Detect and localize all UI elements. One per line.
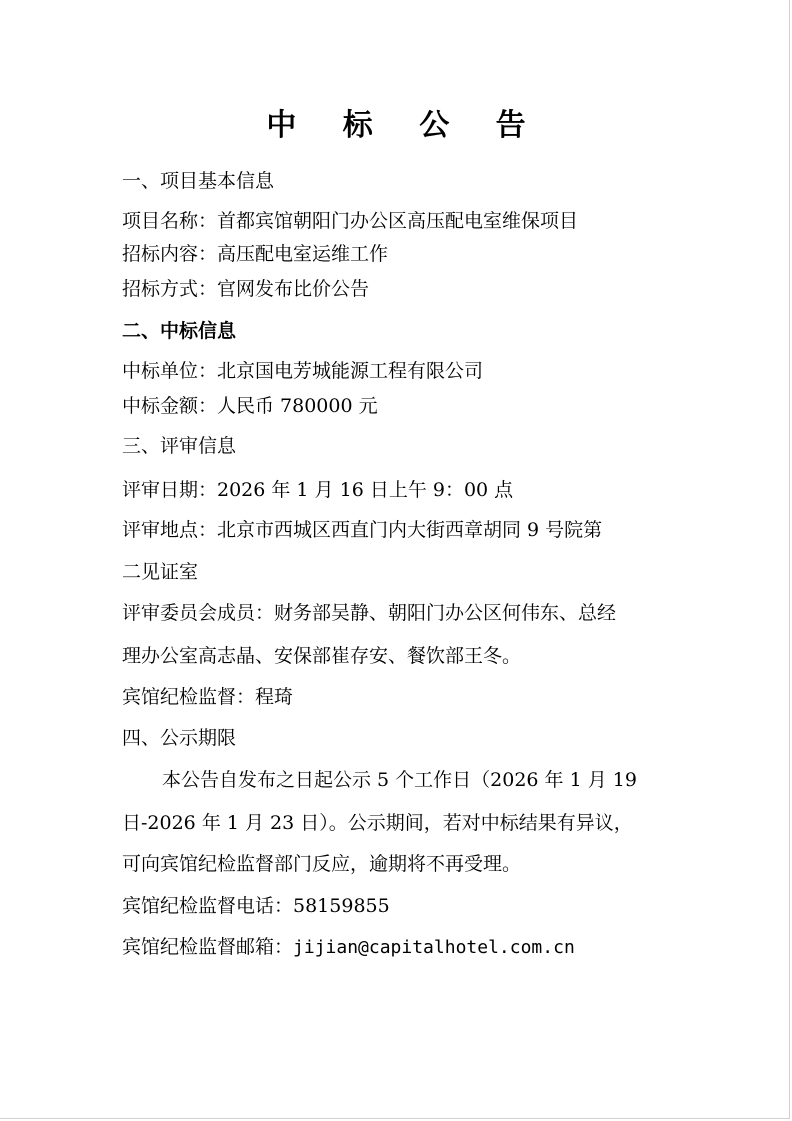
project-name: 项目名称：首都宾馆朝阳门办公区高压配电室维保项目 (122, 210, 579, 232)
notice-para-line3: 可向宾馆纪检监督部门反应，逾期将不再受理。 (122, 853, 522, 875)
committee-line2: 理办公室高志晶、安保部崔存安、餐饮部王冬。 (122, 645, 522, 667)
review-date: 评审日期：2026 年 1 月 16 日上午 9：00 点 (122, 479, 514, 501)
winning-amount: 中标金额：人民币 780000 元 (122, 395, 378, 417)
supervisor-email-label: 宾馆纪检监督邮箱： (122, 936, 294, 958)
section4-heading: 四、公示期限 (122, 727, 237, 749)
section2-heading: 二、中标信息 (122, 320, 237, 342)
tender-content: 招标内容：高压配电室运维工作 (122, 243, 389, 265)
notice-para-line2: 日-2026 年 1 月 23 日）。公示期间，若对中标结果有异议， (122, 812, 633, 834)
supervisor-phone: 宾馆纪检监督电话：58159855 (122, 895, 390, 917)
notice-para-line1: 本公告自发布之日起公示 5 个工作日（2026 年 1 月 19 (162, 769, 637, 791)
supervisor-email (122, 934, 575, 961)
section1-heading: 一、项目基本信息 (122, 170, 275, 192)
committee-line1: 评审委员会成员：财务部吴静、朝阳门办公区何伟东、总经 (122, 602, 617, 624)
page-title: 中 标 公 告 (266, 108, 544, 143)
supervisor-email-link[interactable]: jijian@capitalhotel.com.cn (293, 937, 575, 958)
tender-method: 招标方式：官网发布比价公告 (122, 278, 370, 300)
section3-heading: 三、评审信息 (122, 435, 237, 457)
winner-unit: 中标单位：北京国电芳城能源工程有限公司 (122, 360, 484, 382)
review-place-line1: 评审地点：北京市西城区西直门内大街西章胡同 9 号院第 (122, 519, 603, 541)
review-place-line2: 二见证室 (122, 561, 199, 583)
supervisor: 宾馆纪检监督：程琦 (122, 686, 294, 708)
